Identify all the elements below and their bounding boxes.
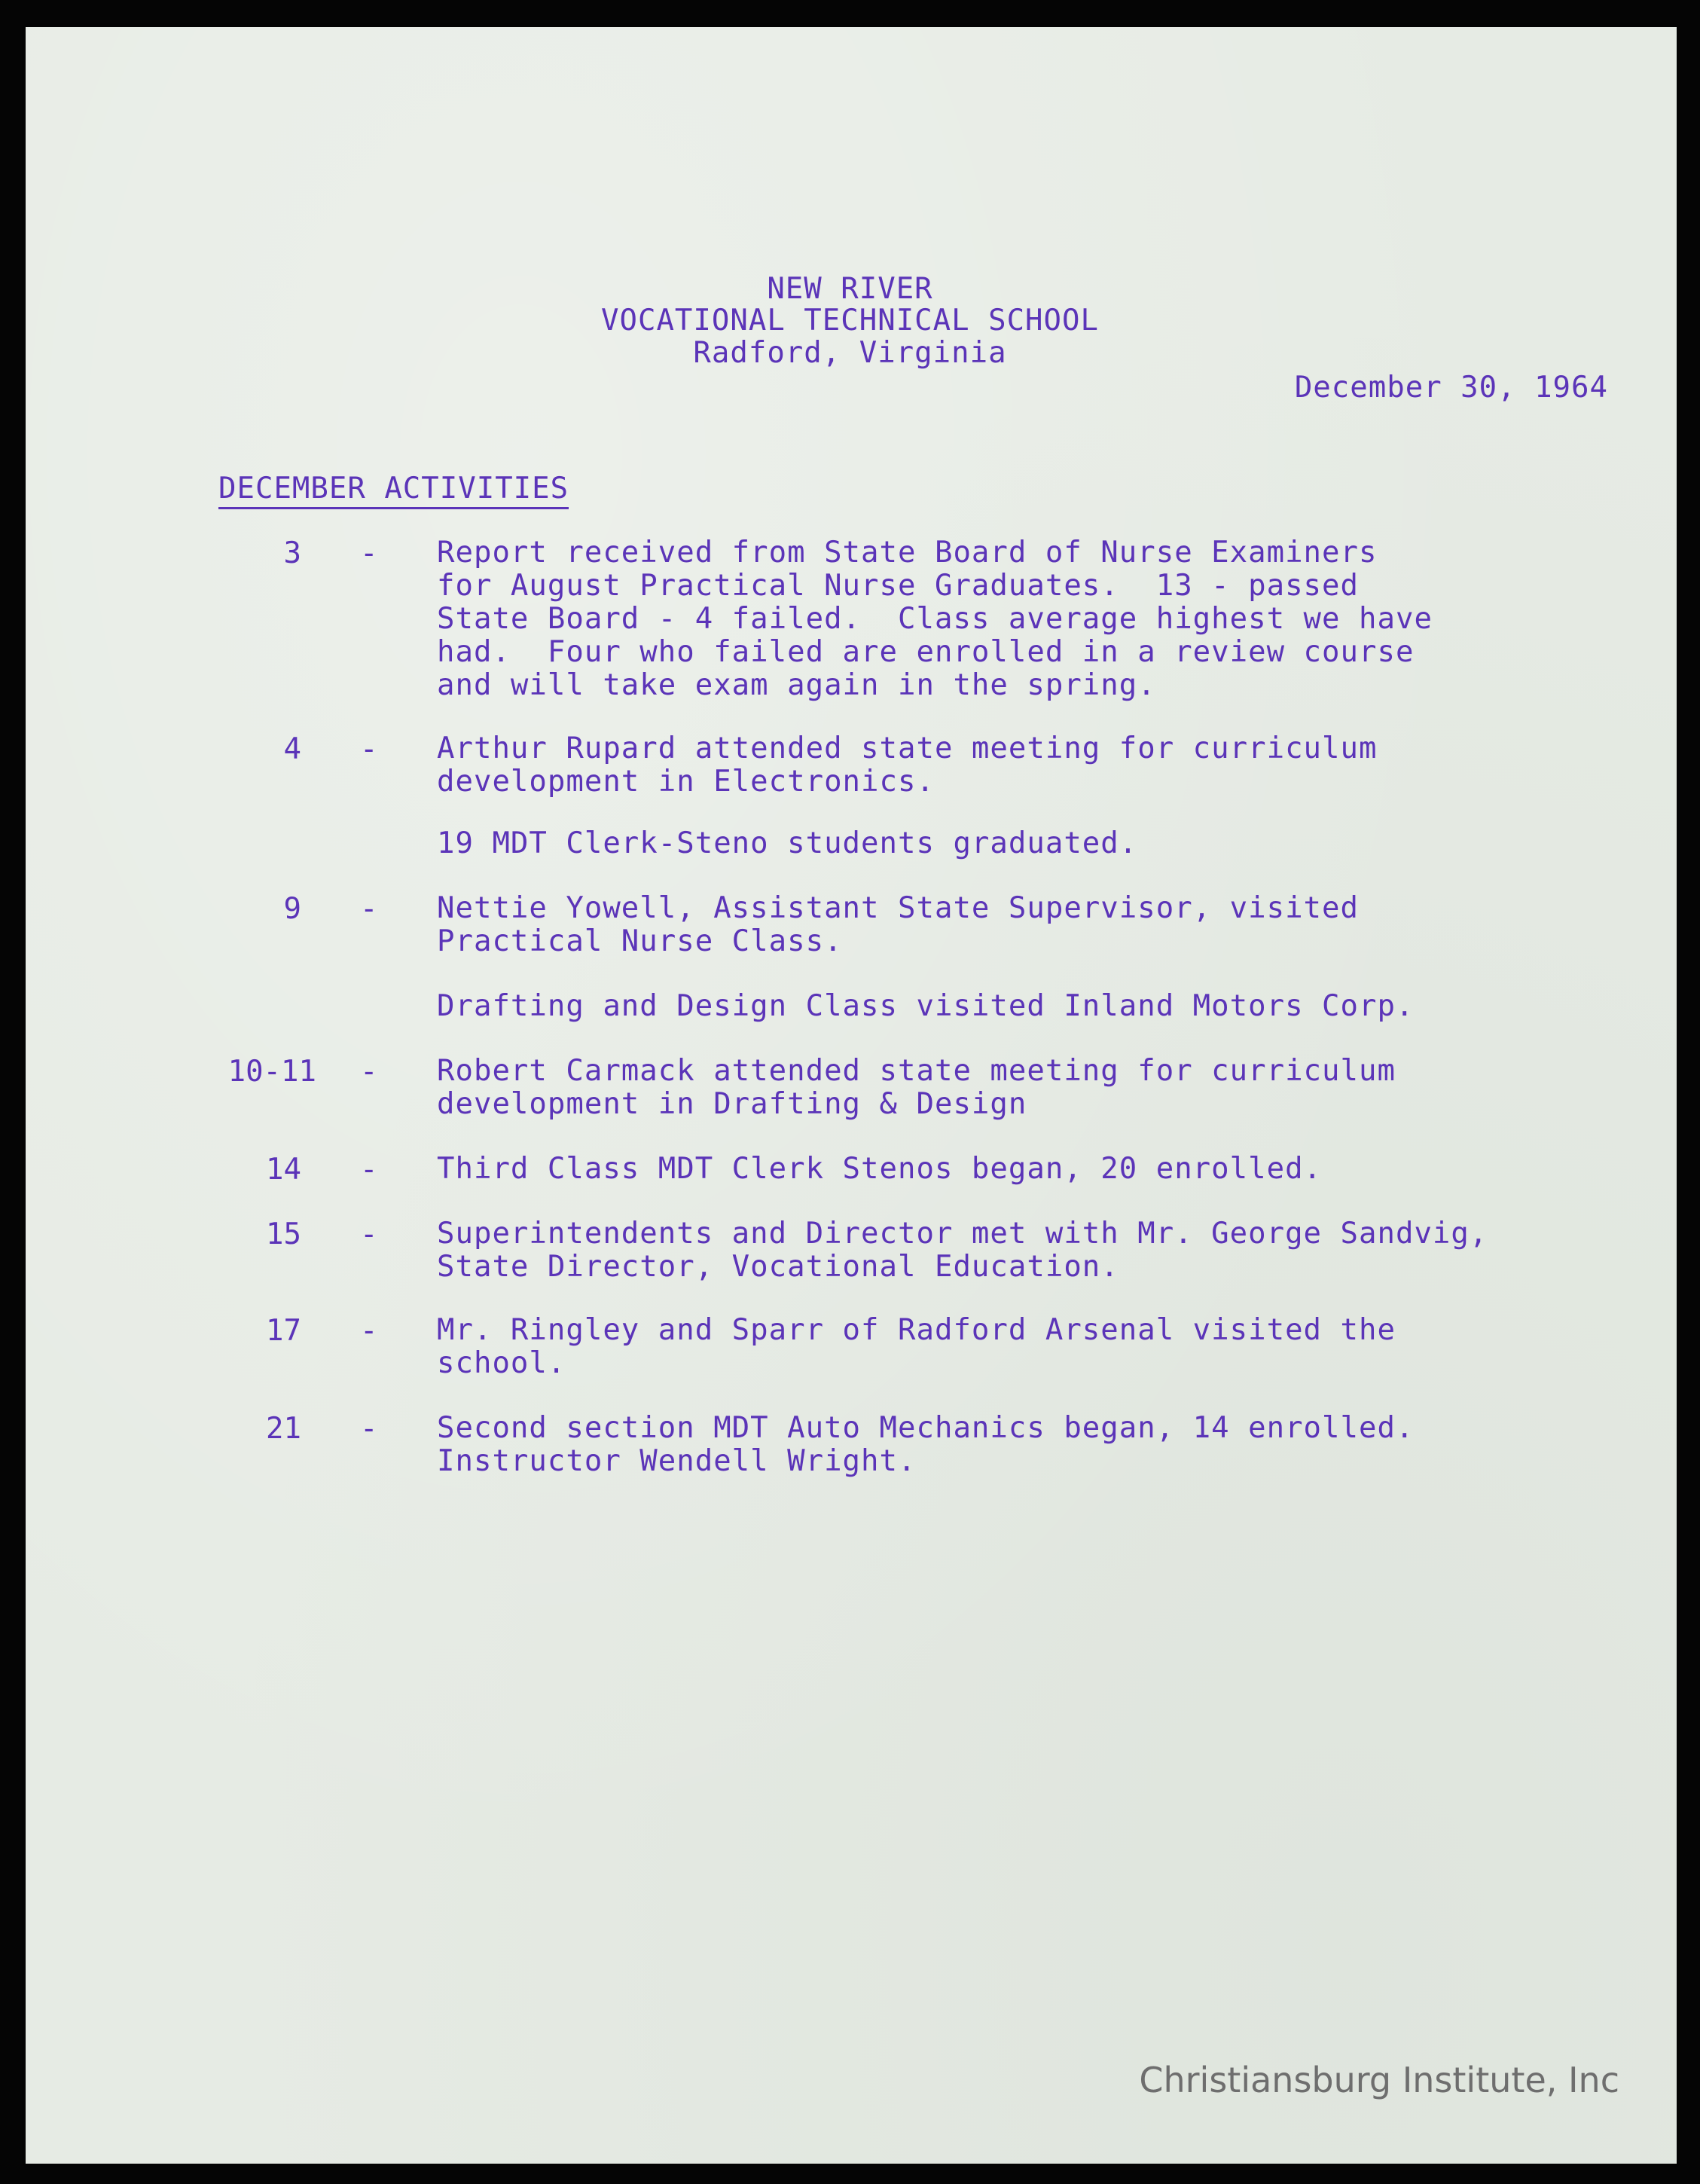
watermark: Christiansburg Institute, Inc — [1139, 2060, 1619, 2100]
entry-day: 4 — [283, 732, 301, 766]
entry-line: Third Class MDT Clerk Stenos began, 20 enrolled. — [437, 1152, 1323, 1186]
entry-line: had. Four who failed are enrolled in a review course — [437, 635, 1415, 669]
entry-line: school. — [437, 1346, 566, 1380]
entry-line: Mr. Ringley and Sparr of Radford Arsenal visited the — [437, 1313, 1396, 1347]
entry-text — [437, 536, 1433, 702]
entry-day: 17 — [266, 1314, 301, 1348]
entry-day: 10-11 — [227, 1055, 316, 1089]
entry-day: 9 — [283, 892, 301, 926]
entry-line: and will take exam again in the spring. — [437, 668, 1156, 702]
entry-line: Practical Nurse Class. — [437, 924, 843, 958]
entry-dash: - — [360, 892, 378, 926]
entry-line: Robert Carmack attended state meeting for curriculum — [437, 1054, 1396, 1088]
document-date: December 30, 1964 — [1294, 371, 1608, 405]
entry-day: 3 — [283, 536, 301, 570]
entry-line: 19 MDT Clerk-Steno students graduated. — [437, 826, 1138, 860]
entry-line: Nettie Yowell, Assistant State Supervisor, visited — [437, 891, 1359, 925]
entry-text — [437, 1217, 1488, 1284]
entry-text — [437, 1153, 1322, 1186]
entry-day: 15 — [266, 1217, 301, 1251]
entry-line: Instructor Wendell Wright. — [437, 1444, 917, 1478]
entry-line: Superintendents and Director met with Mr. George Sandvig, — [437, 1217, 1488, 1251]
entry-day: 21 — [266, 1412, 301, 1446]
entry-text — [437, 1412, 1414, 1478]
entry-line: development in Drafting & Design — [437, 1087, 1027, 1121]
entry-dash: - — [360, 1055, 378, 1089]
header-school-line2: VOCATIONAL TECHNICAL SCHOOL — [601, 304, 1099, 338]
entry-line: Second section MDT Auto Mechanics began, 14 enrolled. — [437, 1411, 1415, 1445]
entry-text — [437, 732, 1377, 799]
entry-text — [437, 827, 1137, 860]
entry-dash: - — [360, 732, 378, 766]
entry-text — [437, 1055, 1396, 1121]
entry-dash: - — [360, 1412, 378, 1446]
header-location: Radford, Virginia — [693, 336, 1007, 370]
entry-text — [437, 1314, 1396, 1380]
entry-line: Report received from State Board of Nurse Examiners — [437, 536, 1378, 570]
entry-line: Arthur Rupard attended state meeting for curriculum — [437, 732, 1378, 765]
section-title: DECEMBER ACTIVITIES — [218, 472, 569, 509]
entry-line: Drafting and Design Class visited Inland Motors Corp. — [437, 989, 1415, 1023]
header-school-line1: NEW RIVER — [767, 272, 933, 306]
entry-line: State Director, Vocational Education. — [437, 1250, 1119, 1284]
entry-dash: - — [360, 1314, 378, 1348]
entry-text — [437, 892, 1359, 958]
entry-line: for August Practical Nurse Graduates. 13 - passed — [437, 569, 1359, 603]
entry-dash: - — [360, 1217, 378, 1251]
entry-dash: - — [360, 1153, 378, 1187]
entry-text — [437, 990, 1414, 1023]
entry-day: 14 — [266, 1153, 301, 1187]
entry-line: development in Electronics. — [437, 765, 935, 799]
entry-dash: - — [360, 536, 378, 570]
entry-line: State Board - 4 failed. Class average highest we have — [437, 602, 1433, 636]
